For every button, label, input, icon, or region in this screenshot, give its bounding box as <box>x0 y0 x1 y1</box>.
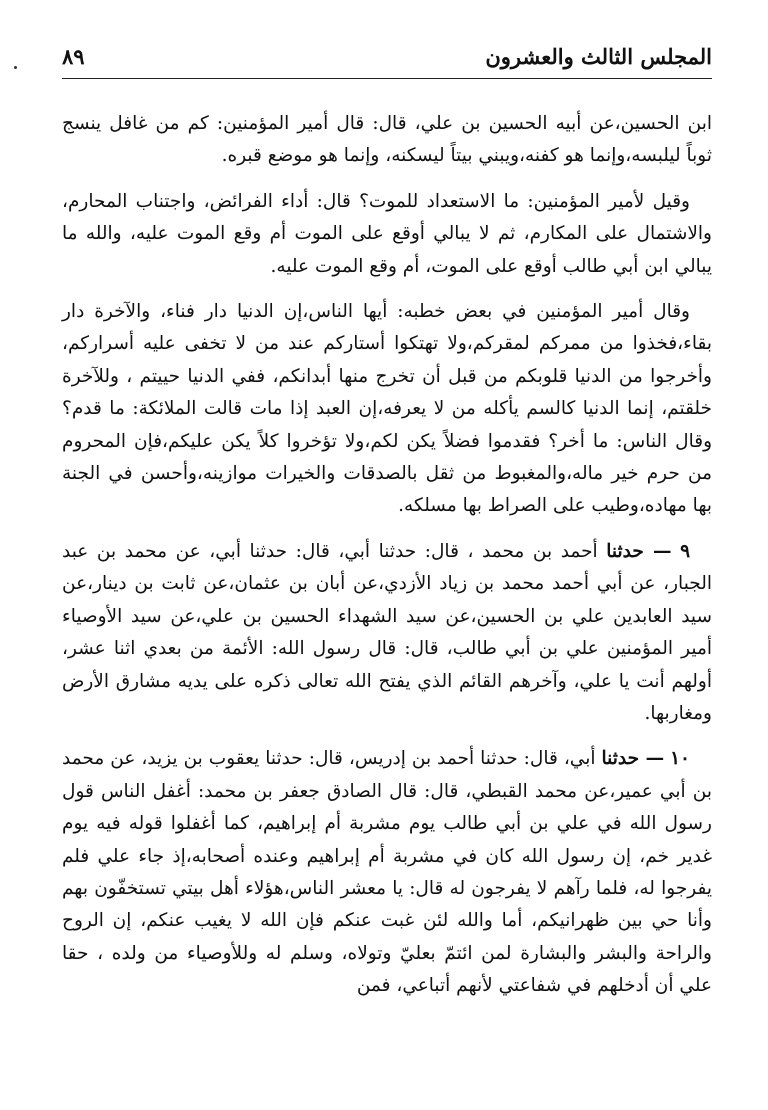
hadith-lead: — حدثنا <box>601 748 665 770</box>
paragraph-1 <box>62 108 712 173</box>
paragraph-text: أحمد بن محمد ، قال: حدثنا أبي، قال: حدثنا أبي، عن محمد بن عبد الجبار، عن أبي أحمد محمد بن زياد الأزدي،عن أبان بن عثمان،عن ثابت بن دينار،عن سيد العابدين علي بن الحسين،عن سيد الشهداء الحسين بن علي،عن سيد الأوصياء أمير المؤمنين علي بن أبي طالب، قال: قال رسول الله: الأئمة من بعدي اثنا عشر، أولهم أنت يا علي، وآخرهم القائم الذي يفتح الله تعالى ذكره على يديه مشارق الأرض ومغاربها. <box>62 540 712 724</box>
margin-dot <box>14 66 17 69</box>
hadith-lead: — حدثنا <box>606 540 672 562</box>
hadith-number: ٩ <box>680 540 690 562</box>
hadith-9 <box>62 536 712 730</box>
paragraph-text: أبي، قال: حدثنا أحمد بن إدريس، قال: حدثنا يعقوب بن يزيد، عن محمد بن أبي عمير،عن محمد القبطي، قال: قال الصادق جعفر بن محمد: أغفل الناس قول رسول الله في علي بن أبي طالب يوم مشربة أم إبراهيم، كما أغفلوا قوله فيه يوم غدير خم، إن رسول الله كان في مشربة أم إبراهيم وعنده أصحابه،إذ جاء علي فلم يفرجوا له، فلما رآهم لا يفرجون له قال: يا معشر الناس،هؤلاء أهل بيتي تستخفّون بهم وأنا حي بين ظهرانيكم، أما والله لئن غبت عنكم فإن الله لا يغيب عنكم، إن الروح والراحة والبشر والبشارة لمن ائتمّ بعليّ وتولاه، وسلم له وللأوصياء من ولده ، حقا علي أن أدخلهم في شفاعتي لأنهم أتباعي، فمن <box>62 748 712 997</box>
paragraph-text: وقيل لأمير المؤمنين: ما الاستعداد للموت؟ قال: أداء الفرائض، واجتناب المحارم، والاشتمال على المكارم، ثم لا يبالي أوقع على الموت أم وقع الموت عليه، والله ما يبالي ابن أبي طالب أوقع على الموت، أم وقع الموت عليه. <box>62 190 712 277</box>
paragraph-text: ابن الحسين،عن أبيه الحسين بن علي، قال: قال أمير المؤمنين: كم من غافل ينسج ثوباً ليلبسه،وإنما هو كفنه،ويبني بيتاً ليسكنه، وإنما هو موضع قبره. <box>62 113 712 167</box>
paragraph-text: وقال أمير المؤمنين في بعض خطبه: أيها الناس،إن الدنيا دار فناء، والآخرة دار بقاء،فخذوا من ممركم لمقركم،ولا تهتكوا أستاركم عند من لا تخفى عليه أسراركم، وأخرجوا من الدنيا قلوبكم من قبل أن تخرج منها أبدانكم، ففي الدنيا حييتم ، وللآخرة خلقتم، إنما الدنيا كالسم يأكله من لا يعرفه،إن العبد إذا مات قالت الملائكة: ما قدم؟ وقال الناس: ما أخر؟ فقدموا فضلاً يكن لكم،ولا تؤخروا كلاً يكن عليكم،فإن المحروم من حرم خير ماله،والمغبوط من ثقل بالصدقات والخيرات موازينه،وأحسن في الجنة بها مهاده،وطيب على الصراط بها مسلكه. <box>62 301 712 517</box>
page-body <box>62 108 712 1016</box>
paragraph-3 <box>62 296 712 523</box>
hadith-number: ١٠ <box>670 748 690 770</box>
header-rule <box>62 78 712 79</box>
running-title: المجلس الثالث والعشرون <box>485 44 712 69</box>
paragraph-2 <box>62 186 712 283</box>
hadith-10 <box>62 743 712 1002</box>
page-header <box>62 40 712 74</box>
page-number: ٨٩ <box>62 44 85 69</box>
